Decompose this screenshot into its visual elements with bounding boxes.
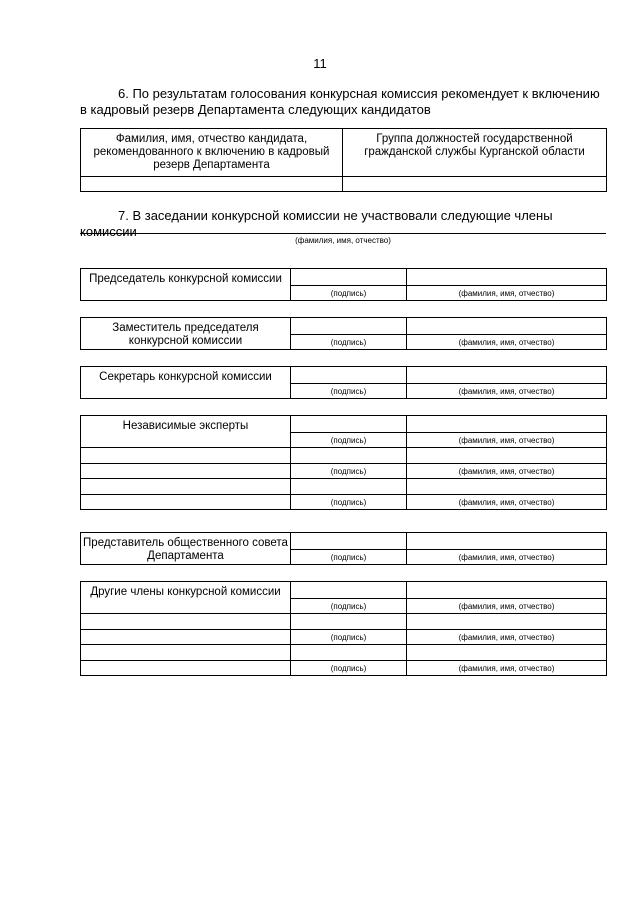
member-2-caption-spacer <box>81 630 291 645</box>
signature-caption: (подпись) <box>291 464 407 479</box>
name-caption: (фамилия, имя, отчество) <box>407 599 607 614</box>
chairman-role-label: Председатель конкурсной комиссии <box>81 269 291 301</box>
name-caption: (фамилия, имя, отчество) <box>407 433 607 448</box>
signature-caption: (подпись) <box>291 286 407 301</box>
member-3-caption-spacer <box>81 661 291 676</box>
section-7-text: 7. В заседании конкурсной комиссии не участвовали следующие члены комиссии <box>80 208 553 239</box>
deputy-signature-table <box>80 317 607 350</box>
signature-caption: (подпись) <box>291 335 407 350</box>
signature-caption: (подпись) <box>291 550 407 565</box>
signature-caption: (подпись) <box>291 599 407 614</box>
member-2-name-field[interactable] <box>407 614 607 630</box>
expert-2-signature-field[interactable] <box>291 448 407 464</box>
expert-3-caption-spacer <box>81 495 291 510</box>
expert-2-caption-spacer <box>81 464 291 479</box>
other-members-signature-table <box>80 581 607 676</box>
member-3-name-field[interactable] <box>407 645 607 661</box>
expert-2-row-label[interactable] <box>81 448 291 464</box>
member-1-name-field[interactable] <box>407 582 607 599</box>
signature-caption: (подпись) <box>291 661 407 676</box>
public-council-signature-table <box>80 532 607 565</box>
secretary-signature-field[interactable] <box>291 367 407 384</box>
expert-3-row-label[interactable] <box>81 479 291 495</box>
deputy-signature-field[interactable] <box>291 318 407 335</box>
signature-caption: (подпись) <box>291 384 407 399</box>
name-caption: (фамилия, имя, отчество) <box>407 335 607 350</box>
page-number: 11 <box>313 56 327 71</box>
public-council-role-label: Представитель общественного совета Департамента <box>81 533 291 565</box>
member-3-signature-field[interactable] <box>291 645 407 661</box>
candidates-header-row <box>81 129 607 177</box>
name-caption: (фамилия, имя, отчество) <box>407 550 607 565</box>
secretary-signature-table <box>80 366 607 399</box>
name-caption: (фамилия, имя, отчество) <box>407 495 607 510</box>
candidates-empty-row <box>81 177 607 192</box>
chairman-signature-field[interactable] <box>291 269 407 286</box>
expert-3-signature-field[interactable] <box>291 479 407 495</box>
name-caption: (фамилия, имя, отчество) <box>407 384 607 399</box>
experts-signature-table <box>80 415 607 510</box>
expert-1-signature-field[interactable] <box>291 416 407 433</box>
public-council-signature-field[interactable] <box>291 533 407 550</box>
other-members-role-label: Другие члены конкурсной комиссии <box>81 582 291 614</box>
signature-caption: (подпись) <box>291 630 407 645</box>
candidates-header-name: Фамилия, имя, отчество кандидата, рекомендованного к включению в кадровый резерв Департамента <box>81 129 343 177</box>
candidates-cell-name[interactable] <box>81 177 343 192</box>
name-caption: (фамилия, имя, отчество) <box>407 286 607 301</box>
expert-2-name-field[interactable] <box>407 448 607 464</box>
public-council-name-field[interactable] <box>407 533 607 550</box>
signature-caption: (подпись) <box>291 495 407 510</box>
member-3-row-label[interactable] <box>81 645 291 661</box>
deputy-role-label: Заместитель председателя конкурсной комиссии <box>81 318 291 350</box>
section-6-text: 6. По результатам голосования конкурсная комиссия рекомендует к включению в кадровый резерв Департамента следующих кандидатов <box>80 86 600 117</box>
absent-members-caption: (фамилия, имя, отчество) <box>295 236 391 245</box>
experts-role-label: Независимые эксперты <box>81 416 291 448</box>
candidates-cell-group[interactable] <box>343 177 607 192</box>
secretary-name-field[interactable] <box>407 367 607 384</box>
signature-caption: (подпись) <box>291 433 407 448</box>
expert-3-name-field[interactable] <box>407 479 607 495</box>
candidates-header-group: Группа должностей государственной гражданской службы Курганской области <box>343 129 607 177</box>
name-caption: (фамилия, имя, отчество) <box>407 661 607 676</box>
chairman-name-field[interactable] <box>407 269 607 286</box>
candidates-table <box>80 128 607 192</box>
member-2-signature-field[interactable] <box>291 614 407 630</box>
member-2-row-label[interactable] <box>81 614 291 630</box>
secretary-role-label: Секретарь конкурсной комиссии <box>81 367 291 399</box>
name-caption: (фамилия, имя, отчество) <box>407 464 607 479</box>
member-1-signature-field[interactable] <box>291 582 407 599</box>
name-caption: (фамилия, имя, отчество) <box>407 630 607 645</box>
deputy-name-field[interactable] <box>407 318 607 335</box>
absent-members-line[interactable] <box>80 233 606 234</box>
chairman-signature-table <box>80 268 607 301</box>
expert-1-name-field[interactable] <box>407 416 607 433</box>
